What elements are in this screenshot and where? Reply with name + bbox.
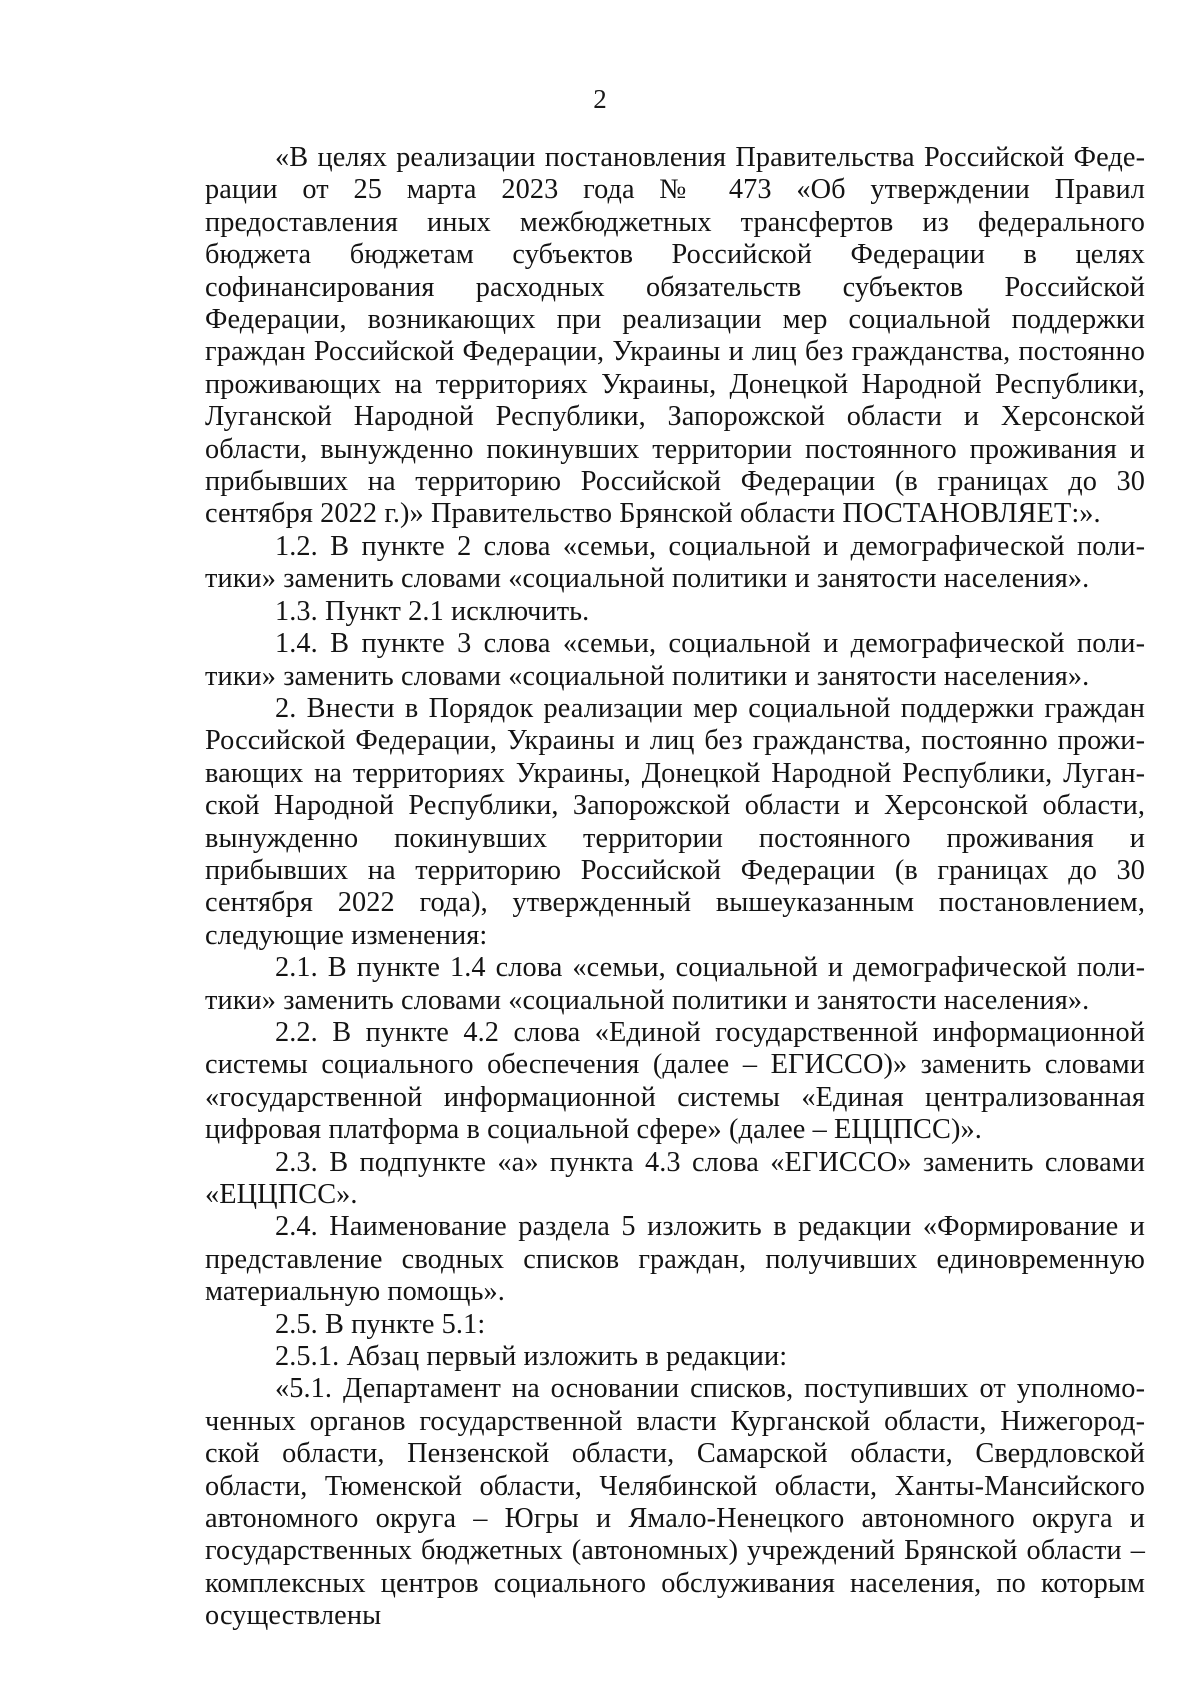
paragraph-1-2: 1.2. В пункте 2 слова «семьи, социальной и демографической политики» заменить словами «социальной политики и занятости населения». <box>205 530 1145 595</box>
paragraph-2-4: 2.4. Наименование раздела 5 изложить в редакции «Формирование и представление сводных списков граждан, получивших единовременную материальную помощь». <box>205 1211 1145 1308</box>
document-body <box>205 142 1145 1633</box>
paragraph-preamble: «В целях реализации постановления Правительства Российской Федерации от 25 марта 2023 года № 473 «Об утверждении Правил предоставления иных межбюджетных трансфертов из федерального бюджета бюджетам субъектов Российской Федерации в целях софинансирования расходных обязательств субъектов Российской Федерации, возникающих при реализации мер социальной поддержки граждан Российской Федерации, Украины и лиц без гражданства, постоянно проживающих на территориях Украины, Донецкой Народной Республики, Луганской Народной Республики, Запорожской области и Херсонской области, вынужденно покинувших территории постоянного проживания и прибывших на территорию Российской Федерации (в границах до 30 сентября 2022 г.)» Правительство Брянской области ПОСТАНОВЛЯЕТ:». <box>205 142 1145 530</box>
page-number: 2 <box>593 84 607 114</box>
paragraph-2-1: 2.1. В пункте 1.4 слова «семьи, социальной и демографической политики» заменить словами «социальной политики и занятости населения». <box>205 952 1145 1016</box>
paragraph-5-1-quote: «5.1. Департамент на основании списков, поступивших от уполномоченных органов государственной власти Курганской области, Нижегородской области, Пензенской области, Самарской области, Свердловской области, Тюменской области, Челябинской области, Ханты-Мансийского автономного округа – Югры и Ямало-Ненецкого автономного округа и государственных бюджетных (автономных) учреждений Брянской области – комплексных центров социального обслуживания населения, по которым осуществлены <box>205 1373 1145 1632</box>
paragraph-2-5: 2.5. В пункте 5.1: <box>275 1308 486 1340</box>
paragraph-2-5-1: 2.5.1. Абзац первый изложить в редакции: <box>275 1341 788 1373</box>
paragraph-1-4: 1.4. В пункте 3 слова «семьи, социальной и демографической политики» заменить словами «социальной политики и занятости населения». <box>205 628 1145 692</box>
paragraph-1-3: 1.3. Пункт 2.1 исключить. <box>275 595 590 627</box>
paragraph-2-3: 2.3. В подпункте «а» пункта 4.3 слова «ЕГИССО» заменить словами «ЕЦЦПСС». <box>205 1146 1145 1210</box>
paragraph-2: 2. Внести в Порядок реализации мер социальной поддержки граждан Российской Федерации, Украины и лиц без гражданства, постоянно проживающих на территориях Украины, Донецкой Народной Республики, Луганской Народной Республики, Запорожской области и Херсонской области, вынужденно покинувших территории постоянного проживания и прибывших на территорию Российской Федерации (в границах до 30 сентября 2022 года), утвержденный вышеуказанным постановлением, следующие изменения: <box>205 692 1145 951</box>
paragraph-2-2: 2.2. В пункте 4.2 слова «Единой государственной информационной системы социального обеспечения (далее – ЕГИССО)» заменить словами «государственной информационной системы «Единая централизованная цифровая платформа в социальной сфере» (далее – ЕЦЦПСС)». <box>205 1016 1145 1146</box>
